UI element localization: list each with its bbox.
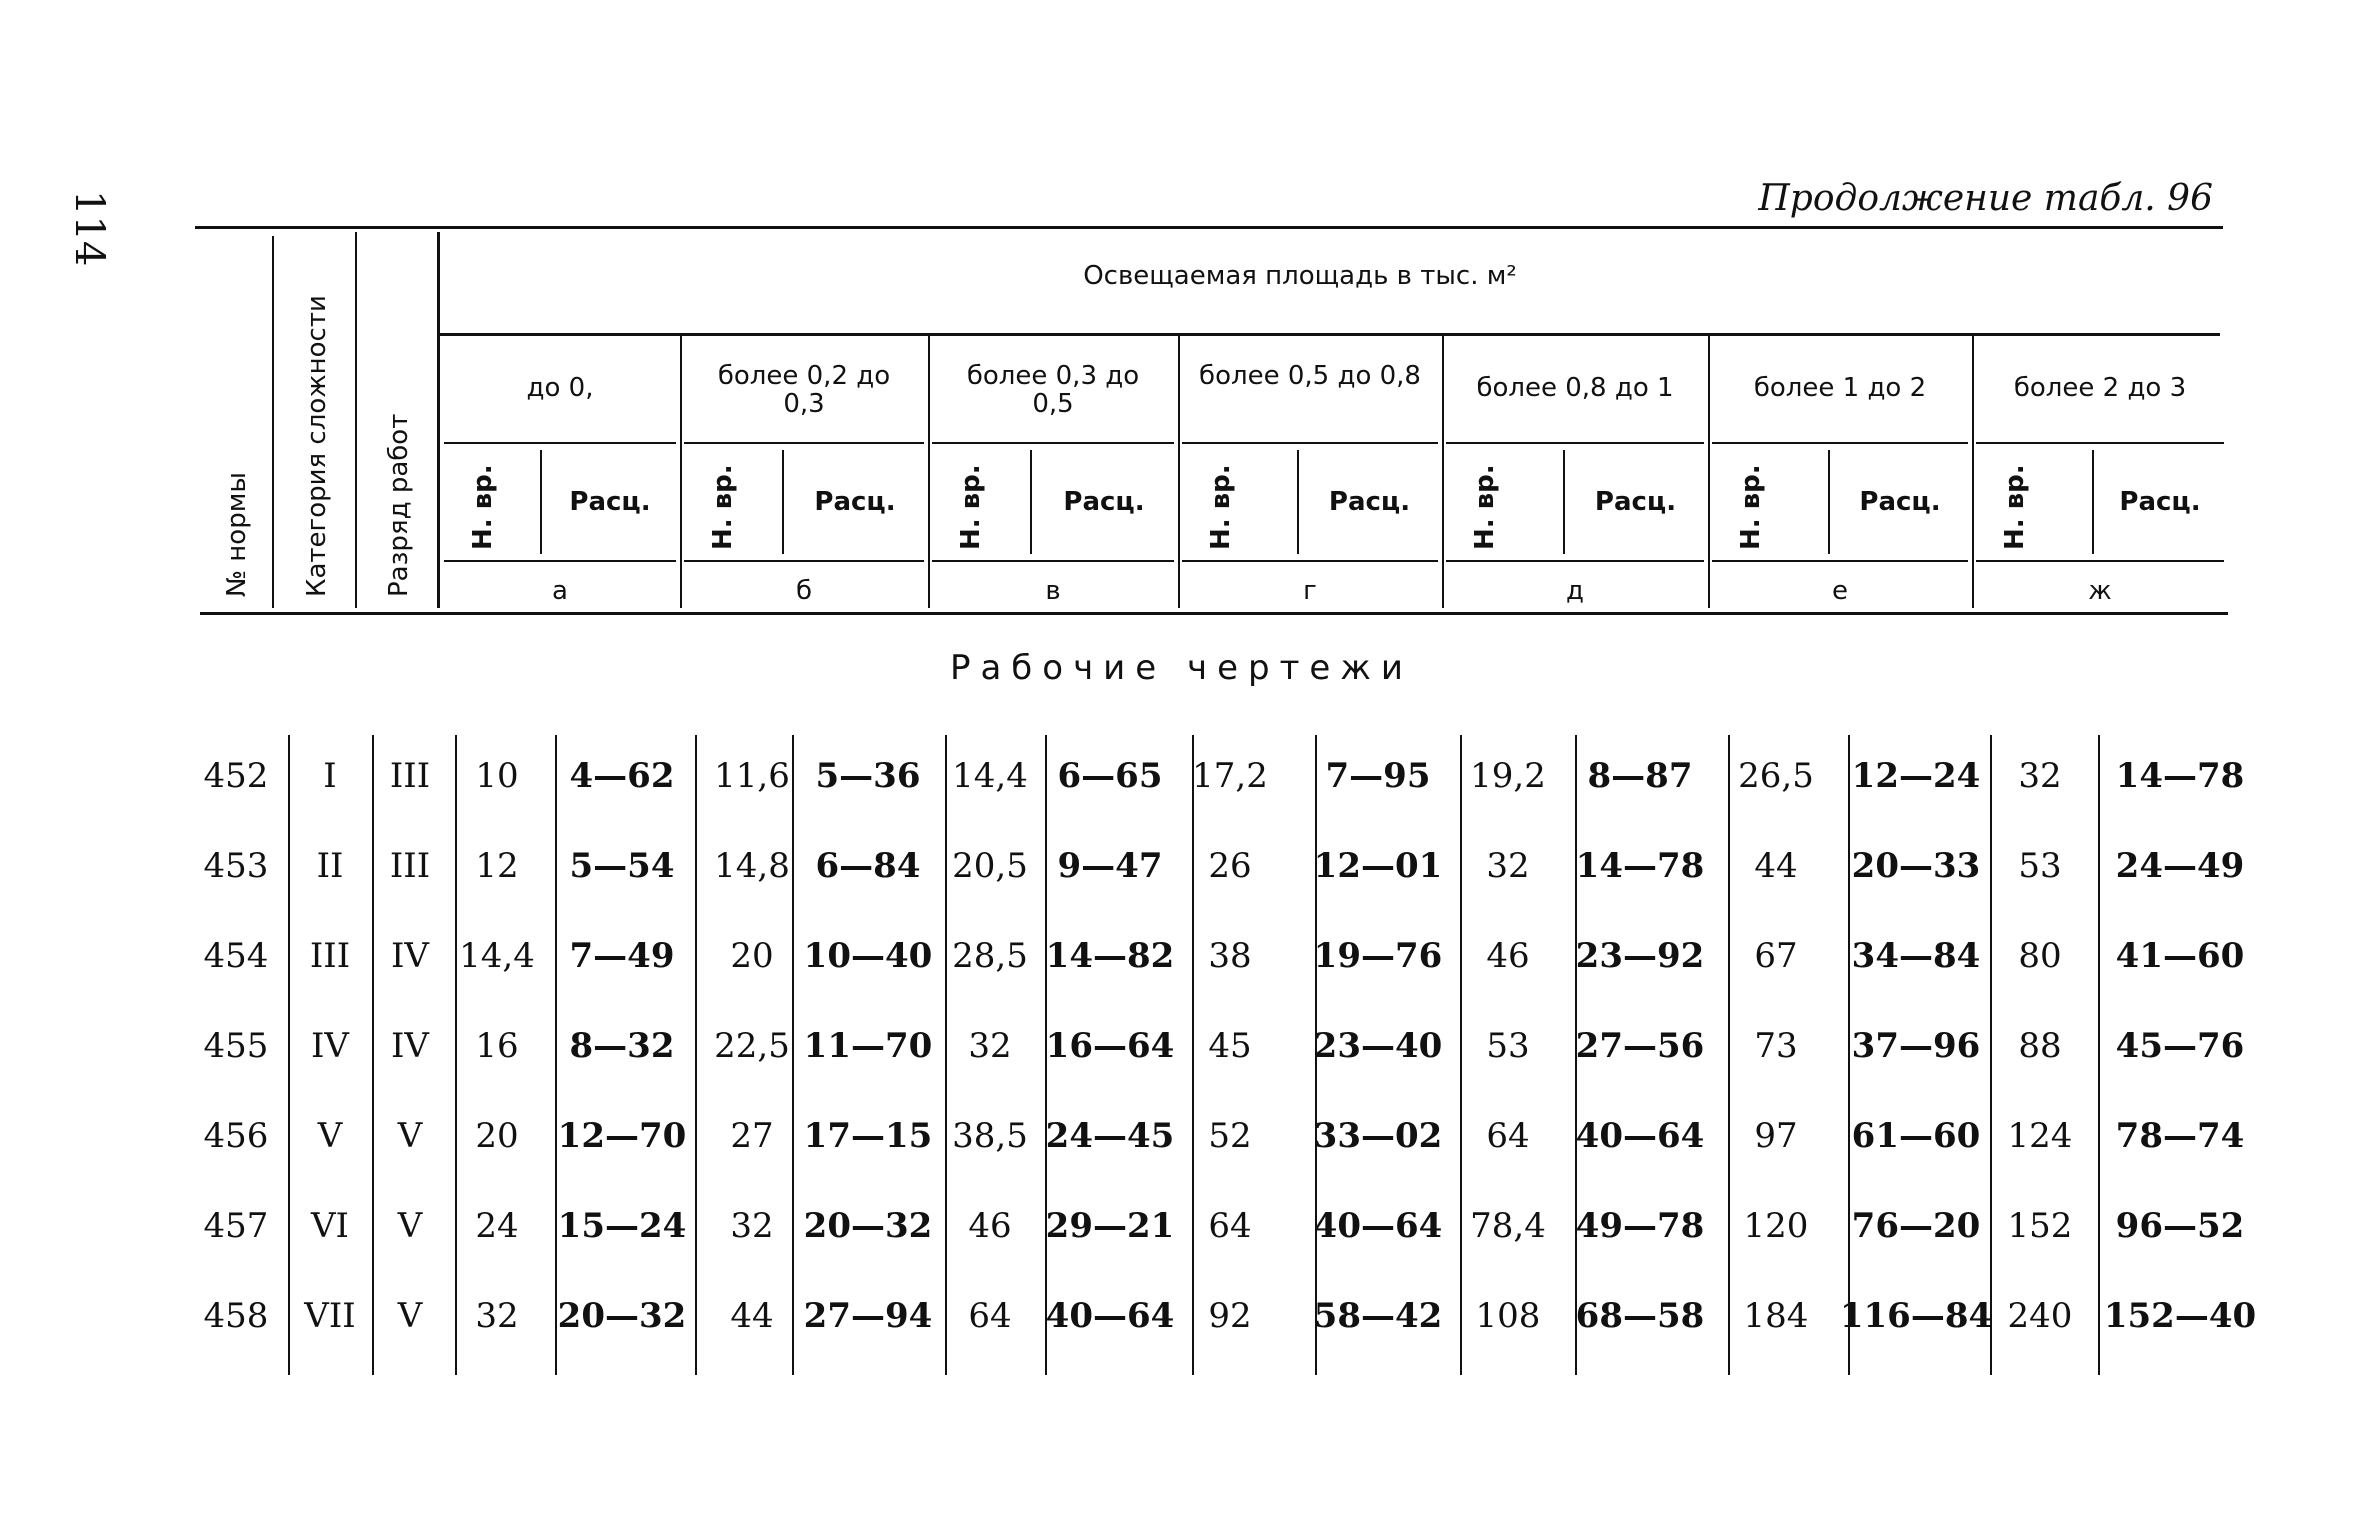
cell-rate: 49—78 <box>1575 1206 1705 1246</box>
cell-time: 28,5 <box>952 936 1028 976</box>
cell-rate: 8—32 <box>569 1026 675 1066</box>
area-title: Освещаемая площадь в тыс. м² <box>1083 261 1517 291</box>
cell-rate: 41—60 <box>2115 936 2245 976</box>
cell-rate: 16—64 <box>1045 1026 1175 1066</box>
cell-rate: 40—64 <box>1045 1296 1175 1336</box>
cell-rate: 12—70 <box>557 1116 687 1156</box>
cell-rate: 4—62 <box>569 756 675 796</box>
cell-norm: 458 <box>203 1296 269 1336</box>
cell-rate: 29—21 <box>1045 1206 1175 1246</box>
cell-time: 17,2 <box>1192 756 1268 796</box>
cell-rate: 27—94 <box>803 1296 933 1336</box>
col-category-header: Категория сложности <box>302 295 332 597</box>
range-separator <box>928 336 930 608</box>
cell-time: 92 <box>1208 1296 1252 1336</box>
cell-rate: 6—84 <box>815 846 921 886</box>
cell-rate: 76—20 <box>1851 1206 1981 1246</box>
cell-time: 22,5 <box>714 1026 790 1066</box>
cell-time: 124 <box>2007 1116 2073 1156</box>
sub-rate-header: Расц. <box>814 487 896 517</box>
cell-rate: 5—54 <box>569 846 675 886</box>
sub-rate-header: Расц. <box>1859 487 1941 517</box>
cell-time: 152 <box>2007 1206 2073 1246</box>
range-separator <box>1708 336 1710 608</box>
cell-rate: 8—87 <box>1587 756 1693 796</box>
page-number: 114 <box>66 190 112 267</box>
range-letter: ж <box>2088 576 2112 606</box>
cell-rate: 152—40 <box>2103 1296 2257 1336</box>
area-rule <box>440 333 2220 336</box>
cell-time: 32 <box>475 1296 519 1336</box>
sub-rate-header: Расц. <box>1063 487 1145 517</box>
range-letter: д <box>1566 576 1584 606</box>
cell-rate: 58—42 <box>1313 1296 1443 1336</box>
cell-rate: 27—56 <box>1575 1026 1705 1066</box>
sub-time-header: Н. вр. <box>956 464 986 550</box>
cell-rate: 12—24 <box>1851 756 1981 796</box>
cell-time: 64 <box>968 1296 1012 1336</box>
cell-time: 64 <box>1486 1116 1530 1156</box>
cell-rate: 7—49 <box>569 936 675 976</box>
range-letter: в <box>1045 576 1061 606</box>
range-letter: г <box>1303 576 1317 606</box>
cell-rate: 78—74 <box>2115 1116 2245 1156</box>
range-separator <box>680 336 682 608</box>
cell-rate: 24—45 <box>1045 1116 1175 1156</box>
header-top-rule <box>195 226 2223 229</box>
sub-rate-header: Расц. <box>1328 487 1411 517</box>
cell-rate: 96—52 <box>2115 1206 2245 1246</box>
cell-time: 12 <box>475 846 519 886</box>
cell-grade: III <box>389 756 431 796</box>
range-letter: е <box>1832 576 1848 606</box>
cell-time: 240 <box>2007 1296 2073 1336</box>
cell-rate: 7—95 <box>1325 756 1431 796</box>
cell-category: I <box>323 756 337 796</box>
cell-time: 24 <box>475 1206 519 1246</box>
cell-rate: 23—92 <box>1575 936 1705 976</box>
cell-rate: 40—64 <box>1313 1206 1443 1246</box>
cell-time: 26,5 <box>1738 756 1814 796</box>
sub-time-header: Н. вр. <box>468 464 498 550</box>
range-label: до 0, <box>526 373 594 403</box>
cell-rate: 6—65 <box>1057 756 1163 796</box>
sub-time-header: Н. вр. <box>1736 464 1766 550</box>
cell-rate: 116—84 <box>1839 1296 1993 1336</box>
cell-grade: III <box>389 846 431 886</box>
cell-rate: 45—76 <box>2115 1026 2245 1066</box>
cell-rate: 10—40 <box>803 936 933 976</box>
cell-norm: 456 <box>203 1116 269 1156</box>
header-bottom-rule <box>200 612 2228 615</box>
cell-norm: 455 <box>203 1026 269 1066</box>
sub-time-header: Н. вр. <box>1470 464 1500 550</box>
range-separator <box>1442 336 1444 608</box>
cell-time: 53 <box>2018 846 2062 886</box>
range-label: более 1 до 2 <box>1753 373 1927 403</box>
cell-rate: 14—78 <box>2115 756 2245 796</box>
cell-category: II <box>316 846 344 886</box>
cell-time: 20 <box>730 936 774 976</box>
cell-time: 52 <box>1208 1116 1252 1156</box>
cell-time: 27 <box>730 1116 774 1156</box>
cell-rate: 20—32 <box>803 1206 933 1246</box>
cell-category: VII <box>304 1296 356 1336</box>
cell-rate: 5—36 <box>815 756 921 796</box>
cell-time: 44 <box>730 1296 774 1336</box>
cell-time: 14,4 <box>952 756 1028 796</box>
cell-norm: 454 <box>203 936 269 976</box>
cell-grade: V <box>397 1116 423 1156</box>
cell-time: 46 <box>1486 936 1530 976</box>
cell-time: 73 <box>1754 1026 1798 1066</box>
cell-rate: 20—33 <box>1851 846 1981 886</box>
cell-time: 32 <box>1486 846 1530 886</box>
cell-rate: 24—49 <box>2115 846 2245 886</box>
cell-time: 11,6 <box>714 756 790 796</box>
cell-rate: 68—58 <box>1575 1296 1705 1336</box>
cell-time: 14,8 <box>714 846 790 886</box>
cell-time: 38 <box>1208 936 1252 976</box>
range-label: более 2 до 3 <box>2013 373 2187 403</box>
cell-time: 45 <box>1208 1026 1252 1066</box>
cell-time: 88 <box>2018 1026 2062 1066</box>
cell-rate: 23—40 <box>1313 1026 1443 1066</box>
cell-time: 20 <box>475 1116 519 1156</box>
cell-time: 80 <box>2018 936 2062 976</box>
sub-rate-header: Расц. <box>1594 487 1677 517</box>
cell-rate: 34—84 <box>1851 936 1981 976</box>
cell-time: 46 <box>968 1206 1012 1246</box>
cell-rate: 17—15 <box>803 1116 933 1156</box>
cell-rate: 14—78 <box>1575 846 1705 886</box>
col-grade-header: Разряд работ <box>384 413 414 597</box>
cell-rate: 40—64 <box>1575 1116 1705 1156</box>
cell-time: 53 <box>1486 1026 1530 1066</box>
cell-rate: 12—01 <box>1313 846 1443 886</box>
range-separator <box>1972 336 1974 608</box>
range-label: более 0,8 до 1 <box>1476 373 1674 403</box>
cell-time: 184 <box>1743 1296 1809 1336</box>
range-label: более 0,3 до 0,5 <box>966 361 1140 419</box>
cell-time: 97 <box>1754 1116 1798 1156</box>
cell-time: 67 <box>1754 936 1798 976</box>
cell-rate: 20—32 <box>557 1296 687 1336</box>
cell-grade: V <box>397 1296 423 1336</box>
sub-time-header: Н. вр. <box>708 464 738 550</box>
cell-time: 64 <box>1208 1206 1252 1246</box>
cell-time: 38,5 <box>952 1116 1028 1156</box>
sub-time-header: Н. вр. <box>2000 464 2030 550</box>
cell-category: VI <box>311 1206 349 1246</box>
cell-rate: 9—47 <box>1057 846 1163 886</box>
sub-rate-header: Расц. <box>569 487 651 517</box>
cell-norm: 457 <box>203 1206 269 1246</box>
cell-norm: 453 <box>203 846 269 886</box>
cell-category: V <box>317 1116 343 1156</box>
range-label: более 0,2 до 0,3 <box>717 361 891 419</box>
cell-rate: 11—70 <box>803 1026 933 1066</box>
cell-rate: 19—76 <box>1313 936 1443 976</box>
cell-category: III <box>309 936 351 976</box>
sub-time-header: Н. вр. <box>1206 464 1236 550</box>
cell-grade: IV <box>391 1026 429 1066</box>
range-separator <box>1178 336 1180 608</box>
cell-time: 14,4 <box>459 936 535 976</box>
table-caption: Продолжение табл. 96 <box>1758 178 2213 219</box>
range-letter: а <box>552 576 568 606</box>
sub-rate-header: Расц. <box>2119 487 2201 517</box>
range-letter: б <box>795 576 813 606</box>
cell-rate: 33—02 <box>1313 1116 1443 1156</box>
cell-time: 32 <box>968 1026 1012 1066</box>
cell-time: 120 <box>1743 1206 1809 1246</box>
cell-category: IV <box>311 1026 349 1066</box>
cell-rate: 14—82 <box>1045 936 1175 976</box>
cell-rate: 15—24 <box>557 1206 687 1246</box>
col-norm-header: № нормы <box>222 472 252 597</box>
cell-time: 32 <box>2018 756 2062 796</box>
cell-time: 10 <box>475 756 519 796</box>
cell-time: 16 <box>475 1026 519 1066</box>
cell-rate: 61—60 <box>1851 1116 1981 1156</box>
cell-time: 19,2 <box>1470 756 1546 796</box>
cell-time: 26 <box>1208 846 1252 886</box>
cell-time: 32 <box>730 1206 774 1246</box>
cell-time: 44 <box>1754 846 1798 886</box>
cell-rate: 37—96 <box>1851 1026 1981 1066</box>
range-label: более 0,5 до 0,8 <box>1199 361 1421 391</box>
cell-time: 78,4 <box>1470 1206 1546 1246</box>
section-title: Рабочие чертежи <box>949 648 1414 688</box>
cell-norm: 452 <box>203 756 269 796</box>
cell-grade: IV <box>391 936 429 976</box>
cell-time: 20,5 <box>952 846 1028 886</box>
cell-time: 108 <box>1475 1296 1541 1336</box>
cell-grade: V <box>397 1206 423 1246</box>
